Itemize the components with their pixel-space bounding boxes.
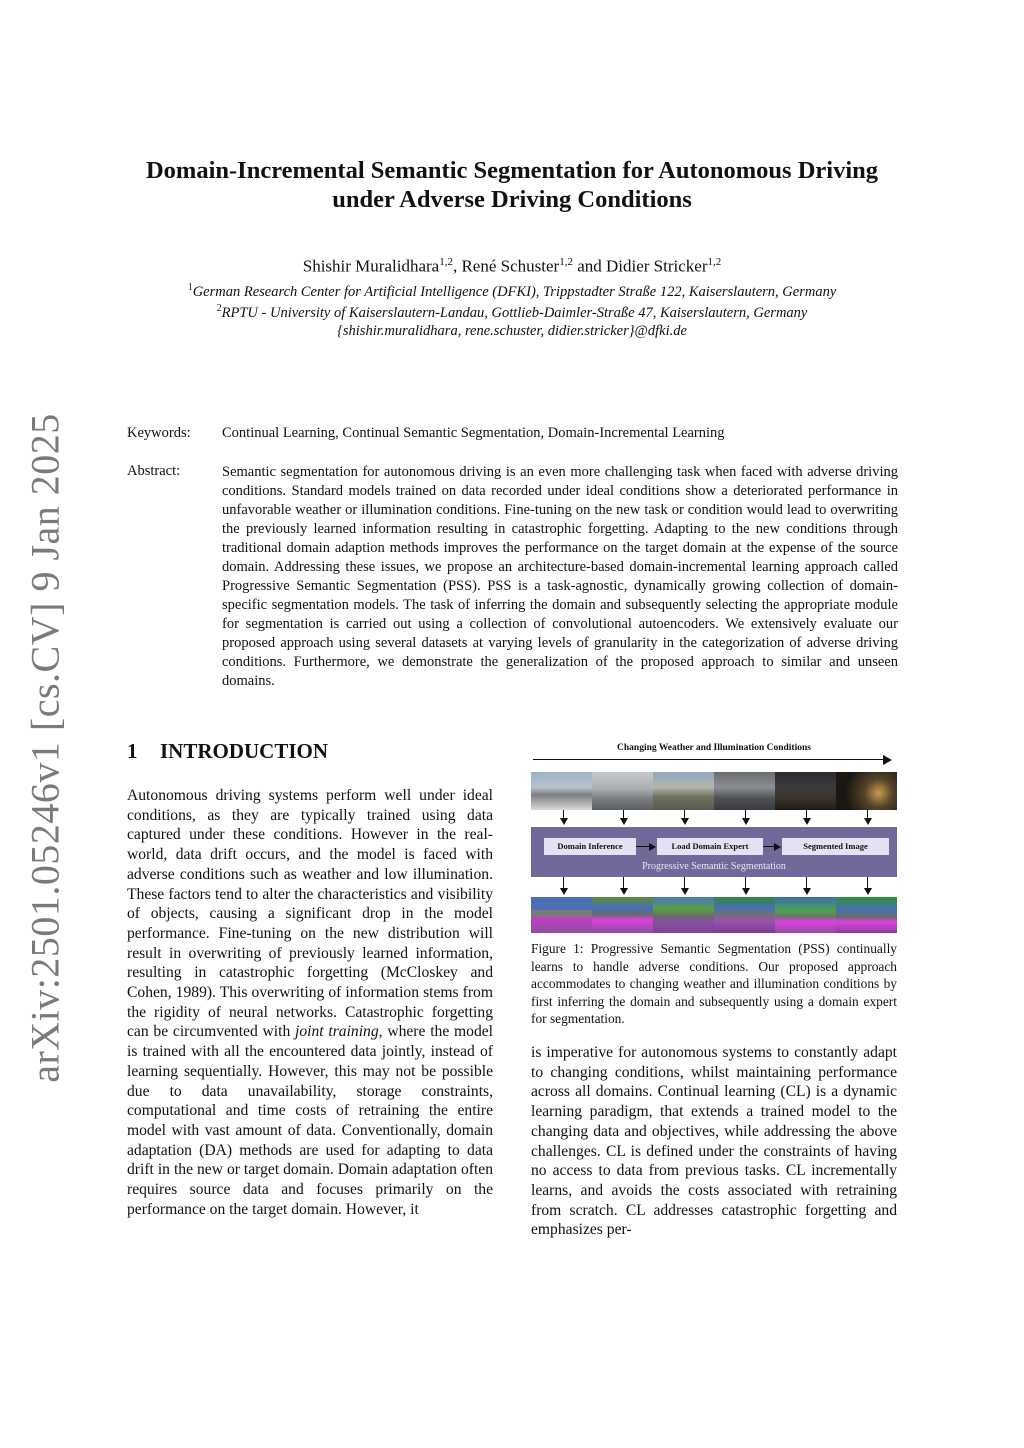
- arrow-right-icon: [649, 843, 656, 851]
- time-arrow-line: [533, 759, 885, 760]
- segmentation-output: [714, 897, 775, 933]
- arrow-stem: [623, 877, 624, 888]
- figure-caption: Figure 1: Progressive Semantic Segmentation (PSS) continually learns to handle adverse conditions. Our proposed approach accommodates to changing weather and illumination conditions by first inferring the domain and subsequently using a domain expert for segmentation.: [531, 941, 897, 1026]
- author-separator: ,: [452, 256, 462, 276]
- arrow-down-icon: [742, 818, 750, 825]
- author-separator: and: [572, 256, 606, 276]
- load-domain-expert-box: Load Domain Expert: [657, 838, 763, 855]
- affiliation-text: German Research Center for Artificial Intelligence (DFKI), Trippstadter Straße 122, Kaiserslautern, Germany: [192, 283, 837, 300]
- arrow-down-icon: [864, 888, 872, 895]
- arrow-down-icon: [620, 818, 628, 825]
- arrow-stem: [745, 877, 746, 888]
- arrow-stem: [684, 877, 685, 888]
- arrow-down-icon: [560, 818, 568, 825]
- author-affiliation-marker: 1,2: [707, 256, 722, 268]
- pss-band-label: Progressive Semantic Segmentation: [642, 861, 786, 872]
- author-affiliation-marker: 1,2: [439, 256, 453, 268]
- segmentation-output: [775, 897, 836, 933]
- arrow-down-icon: [803, 888, 811, 895]
- arrow-down-icon: [864, 818, 872, 825]
- arrow-stem: [684, 810, 685, 818]
- arrow-stem: [563, 810, 564, 818]
- segmentation-output: [653, 897, 714, 933]
- arrow-down-icon: [681, 888, 689, 895]
- arrow-stem: [867, 810, 868, 818]
- arrow-right-icon: [883, 755, 892, 765]
- author-list: [100, 256, 924, 277]
- figure-1: [531, 742, 897, 938]
- arxiv-identifier-text: arXiv:2501.05246v1 [cs.CV] 9 Jan 2025: [22, 413, 68, 1083]
- abstract-label: Abstract:: [127, 463, 181, 479]
- author-name: René Schuster: [461, 256, 560, 276]
- intro-text: Autonomous driving systems perform well under ideal conditions, as they are typically trained using data captured under these conditions. However in the real-world, data drift occurs, and the model is faced with adverse conditions such as weather and low illumination. These factors tend to alter the characteristics and visibility of objects, causing a significant drop in the model performance. Fine-tuning on the new distribution will result in overwriting of previously learned information, resulting in catastrophic forgetting (McCloskey and Cohen, 1989). This overwriting of information stems from the rigidity of neural networks. Catastrophic forgetting can be circumvented with: [127, 787, 493, 1041]
- paper-title: [100, 156, 924, 214]
- affiliation-number: 1: [187, 282, 193, 293]
- author-name: Didier Stricker: [605, 256, 708, 276]
- figure-header: Changing Weather and Illumination Conditions: [617, 743, 811, 753]
- arrow-down-icon: [681, 818, 689, 825]
- arrow-stem: [623, 810, 624, 818]
- intro-text-continued: , where the model is trained with all the encountered data jointly, instead of learning sequentially. However, this may not be possible due to data unavailability, storage constraints, computational and time costs of retraining the entire model with vast amount of data. Conventionally, domain adaptation (DA) methods are used for adapting to data drift in the new or target domain. Domain adaptation often requires source data and focuses primarily on the performance on the target domain. However, it: [127, 1023, 493, 1218]
- keywords-text: Continual Learning, Continual Semantic Segmentation, Domain-Incremental Learning: [222, 425, 725, 441]
- title-line-2: under Adverse Driving Conditions: [332, 186, 692, 213]
- title-line-1: Domain-Incremental Semantic Segmentation for Autonomous Driving: [145, 157, 879, 184]
- affiliation-1: [100, 282, 924, 301]
- input-image-rain: [714, 772, 775, 810]
- section-title: INTRODUCTION: [160, 739, 329, 763]
- section-number: 1: [127, 739, 138, 763]
- domain-inference-box: Domain Inference: [544, 838, 636, 855]
- input-image-clear: [653, 772, 714, 810]
- affiliation-number: 2: [216, 303, 222, 314]
- affiliation-text: RPTU - University of Kaiserslautern-Landau, Gottlieb-Daimler-Straße 47, Kaiserslautern, Germany: [221, 304, 808, 321]
- input-image-snow: [531, 772, 592, 810]
- intro-left-column: [127, 786, 493, 1219]
- affiliation-2: [100, 303, 924, 322]
- arrow-stem: [806, 877, 807, 888]
- arrow-down-icon: [803, 818, 811, 825]
- abstract-text: Semantic segmentation for autonomous driving is an even more challenging task when faced with adverse driving conditions. Standard models trained on data recorded under ideal conditions show a deteriorated performance in unfavorable weather or illumination conditions. Fine-tuning on the new task or condition would lead to overwriting the previously learned information resulting in catastrophic forgetting. Adapting to the new conditions through traditional domain adaption methods improves the performance on the target domain at the expense of the source domain. Addressing these issues, we propose an architecture-based domain-incremental learning approach called Progressive Semantic Segmentation (PSS). PSS is a task-agnostic, dynamically growing collection of domain-specific segmentation models. The task of inferring the domain and subsequently selecting the appropriate module for segmentation is carried out using a collection of convolutional autoencoders. We extensively evaluate our proposed approach using several datasets at varying levels of granularity in the categorization of adverse driving conditions. Furthermore, we demonstrate the generalization of the proposed approach to similar and unseen domains.: [222, 464, 898, 689]
- segmentation-output: [592, 897, 653, 933]
- author-name: Shishir Muralidhara: [302, 256, 440, 276]
- segmentation-output: [836, 897, 897, 933]
- keywords-label: Keywords:: [127, 425, 191, 441]
- arrow-down-icon: [742, 888, 750, 895]
- arrow-down-icon: [620, 888, 628, 895]
- input-image-dusk: [775, 772, 836, 810]
- author-emails: {shishir.muralidhara, rene.schuster, didier.stricker}@dfki.de: [337, 323, 687, 339]
- arrow-stem: [745, 810, 746, 818]
- input-image-night: [836, 772, 897, 810]
- input-image-fog: [592, 772, 653, 810]
- intro-right-column: is imperative for autonomous systems to constantly adapt to changing conditions, whilst maintaining performance across all domains. Continual learning (CL) is a dynamic learning paradigm, that extends a trained model to the changing data and objectives, while addressing the above challenges. CL is defined under the constraints of having no access to data from previous tasks. CL incrementally learns, and avoids the costs associated with retraining from scratch. CL addresses catastrophic forgetting and emphasizes per-: [531, 1044, 897, 1239]
- pss-pipeline-band: [531, 827, 897, 877]
- arrow-down-icon: [560, 888, 568, 895]
- author-affiliation-marker: 1,2: [559, 256, 573, 268]
- section-heading: [127, 739, 328, 764]
- segmented-image-box: Segmented Image: [782, 838, 889, 855]
- intro-emphasis: joint training: [295, 1023, 379, 1041]
- arrow-stem: [867, 877, 868, 888]
- arrow-right-icon: [774, 843, 781, 851]
- arrow-stem: [806, 810, 807, 818]
- segmentation-output: [531, 897, 592, 933]
- arrow-stem: [563, 877, 564, 888]
